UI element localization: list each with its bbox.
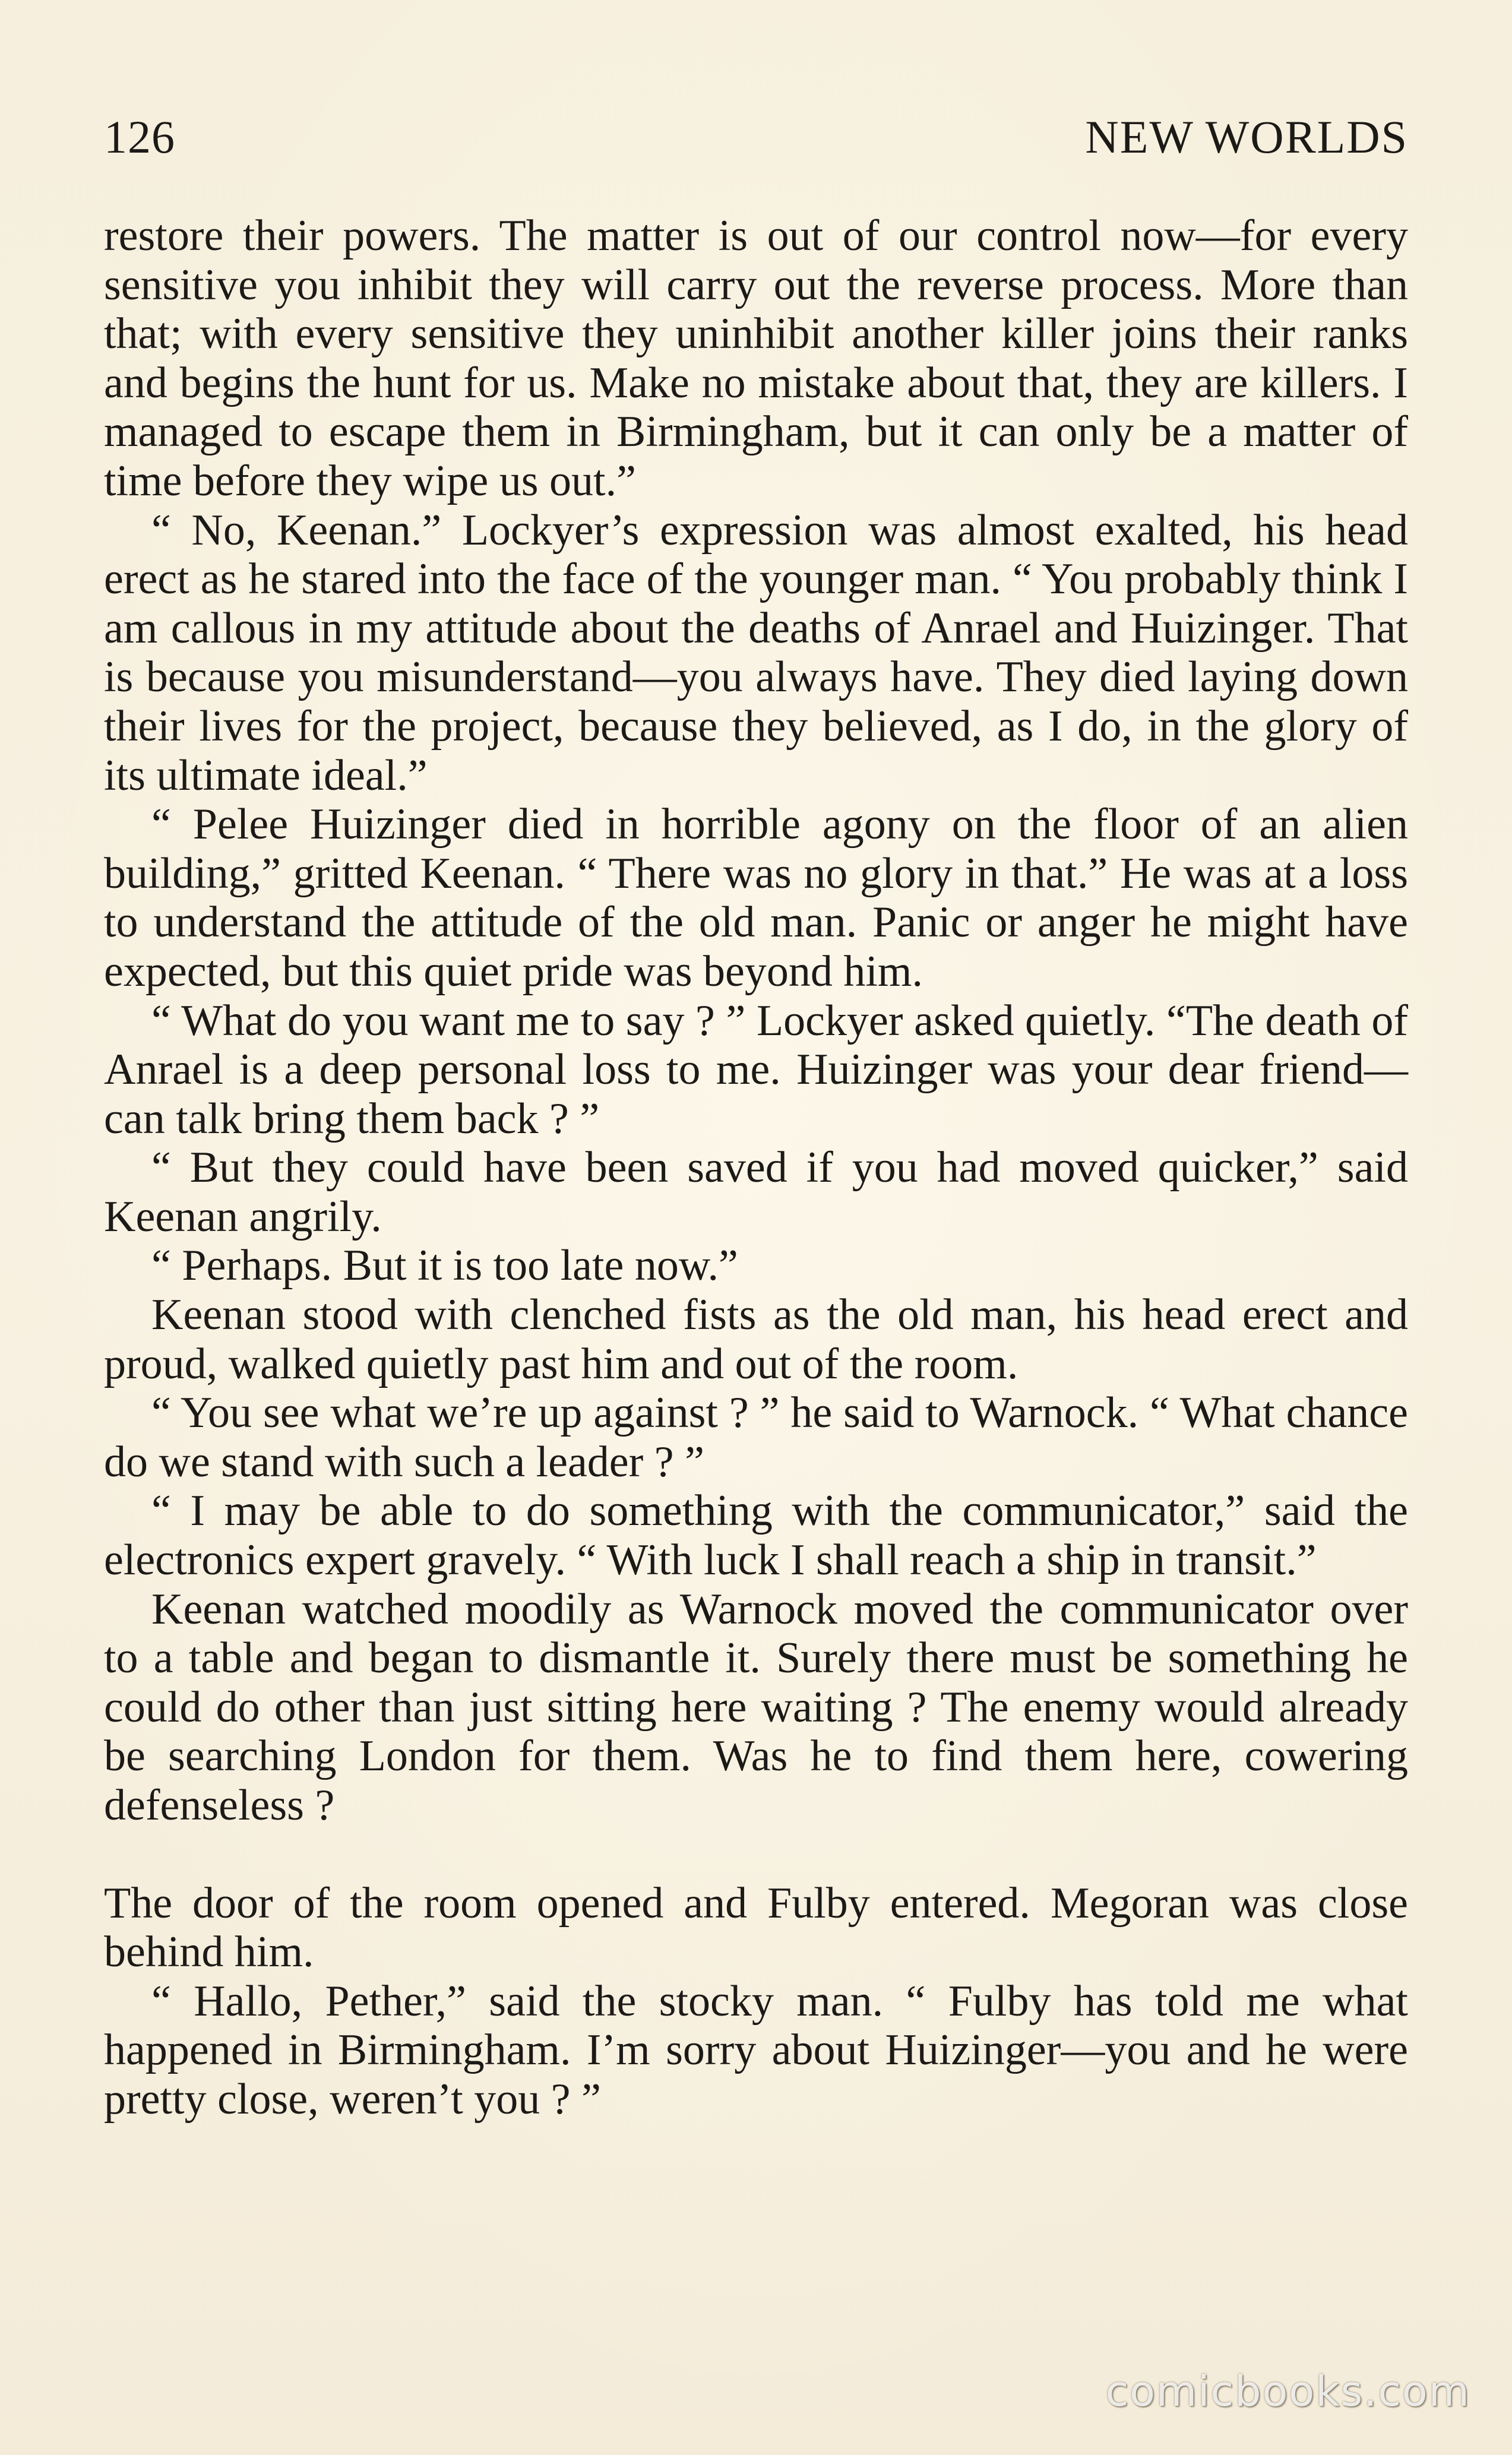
magazine-title: NEW WORLDS bbox=[1085, 111, 1408, 163]
paragraph: “ Hallo, Pether,” said the stocky man. “ Fulby has told me what happened in Birmingham. I’m sorry about Huizinger—you and he were pretty close, weren’t you ? ” bbox=[104, 1976, 1408, 2124]
paragraph: Keenan stood with clenched fists as the old man, his head erect and proud, walked quietly past him and out of the room. bbox=[104, 1290, 1408, 1388]
paragraph: “ No, Keenan.” Lockyer’s expression was almost exalted, his head erect as he stared into the face of the younger man. “ You probably think I am callous in my attitude about the deaths of Anrael and Huizinger. That is because you misunderstand—you always have. They died laying down their lives for the project, because they believed, as I do, in the glory of its ultimate ideal.” bbox=[104, 505, 1408, 800]
running-head bbox=[104, 110, 1408, 170]
paragraph: “ But they could have been saved if you had moved quicker,” said Keenan angrily. bbox=[104, 1143, 1408, 1241]
body-text bbox=[104, 211, 1408, 2124]
paragraph: “ Pelee Huizinger died in horrible agony on the floor of an alien building,” gritted Keenan. “ There was no glory in that.” He was at a loss to understand the attitude of the old man. Panic or anger he might have expected, but this quiet pride was beyond him. bbox=[104, 800, 1408, 996]
paragraph: The door of the room opened and Fulby entered. Megoran was close behind him. bbox=[104, 1878, 1408, 1977]
paragraph: “ I may be able to do something with the communicator,” said the electronics expert gravely. “ With luck I shall reach a ship in transit.” bbox=[104, 1486, 1408, 1585]
paragraph: “ What do you want me to say ? ” Lockyer asked quietly. “The death of Anrael is a deep personal loss to me. Huizinger was your dear friend—can talk bring them back ? ” bbox=[104, 996, 1408, 1143]
page-number: 126 bbox=[104, 111, 175, 163]
paragraph: restore their powers. The matter is out of our control now—for every sensitive you inhibit they will carry out the reverse process. More than that; with every sensitive they uninhibit another killer joins their ranks and begins the hunt for us. Make no mistake about that, they are killers. I managed to escape them in Birmingham, but it can only be a matter of time before they wipe us out.” bbox=[104, 211, 1408, 505]
paragraph: “ You see what we’re up against ? ” he said to Warnock. “ What chance do we stand with such a leader ? ” bbox=[104, 1388, 1408, 1486]
watermark: comicbooks.com bbox=[1105, 2367, 1470, 2416]
paragraph: “ Perhaps. But it is too late now.” bbox=[151, 1241, 738, 1290]
paragraph: Keenan watched moodily as Warnock moved the communicator over to a table and began to dismantle it. Surely there must be something he could do other than just sitting here waiting ? The enemy would already be searching London for them. Was he to find them here, cowering defenseless ? bbox=[104, 1584, 1408, 1830]
